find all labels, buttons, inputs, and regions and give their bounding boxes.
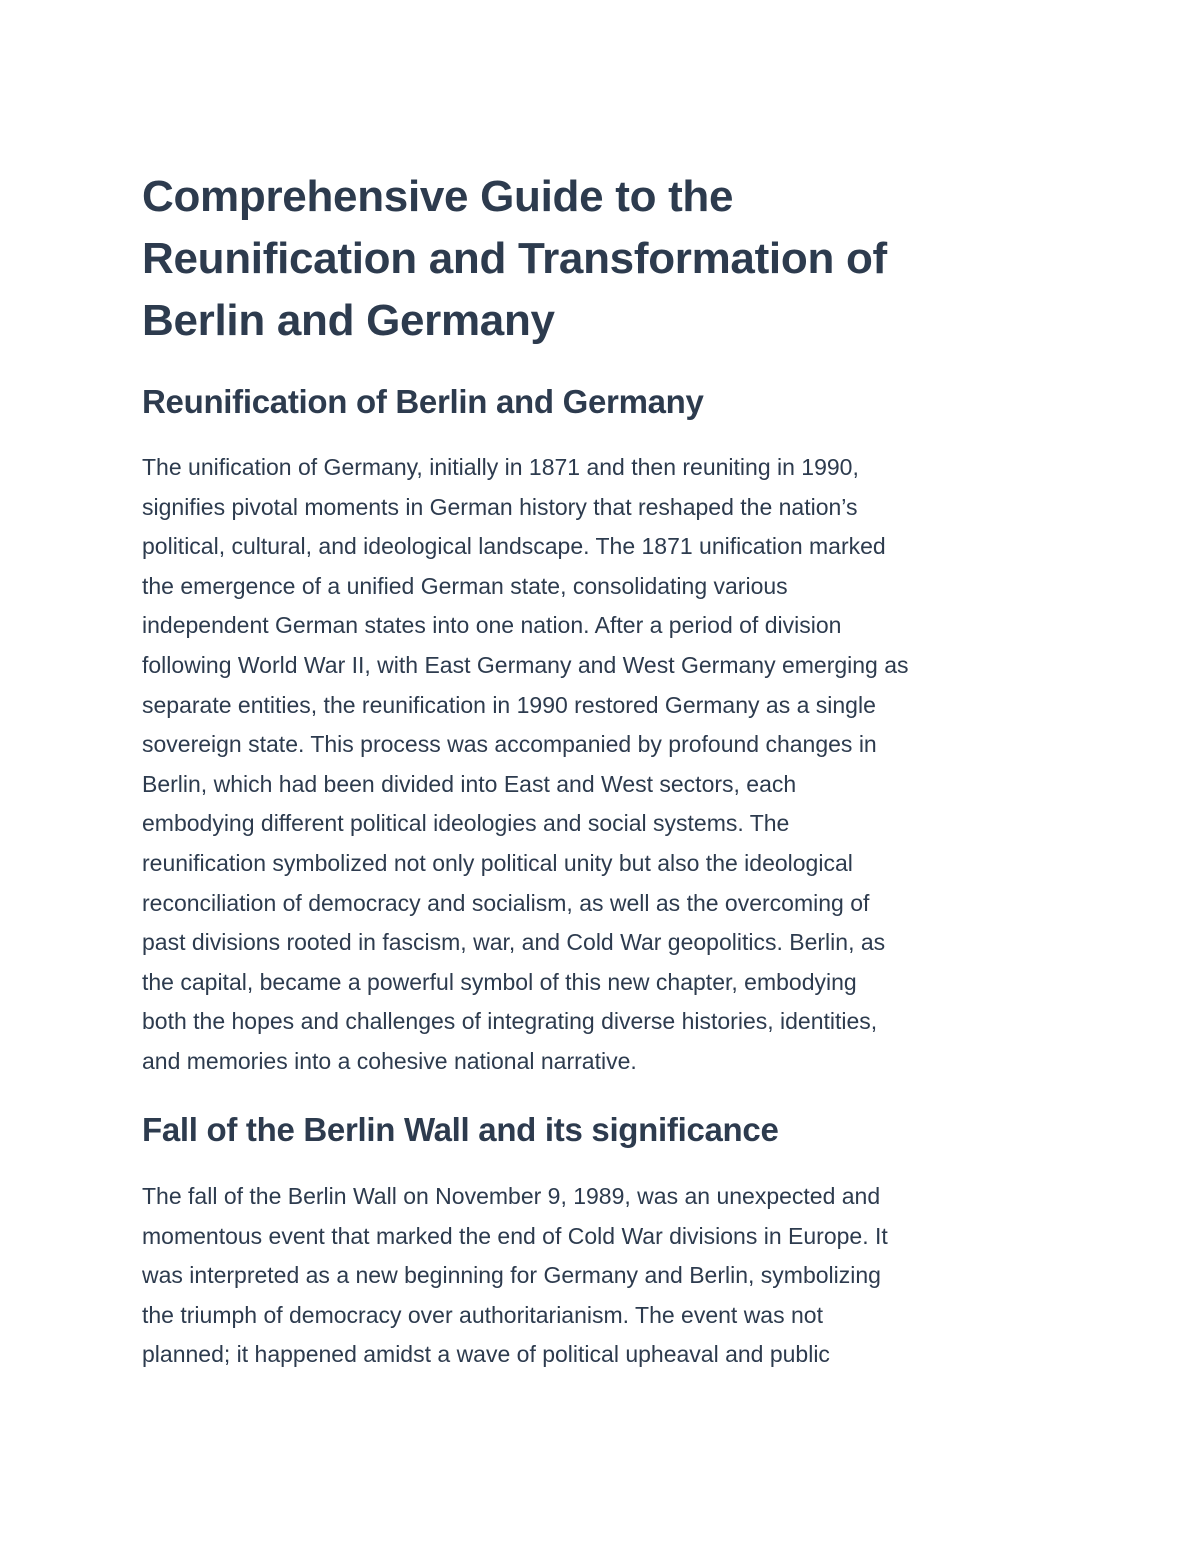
paragraph-line: political, cultural, and ideological landscape. The 1871 unification marked	[142, 533, 886, 560]
paragraph-line: planned; it happened amidst a wave of political upheaval and public	[142, 1341, 830, 1368]
paragraph-line: the triumph of democracy over authoritarianism. The event was not	[142, 1301, 823, 1328]
paragraph-fall-of-wall	[142, 1177, 888, 1375]
section-heading-reunification: Reunification of Berlin and Germany	[142, 383, 704, 420]
paragraph-line: momentous event that marked the end of Cold War divisions in Europe. It	[142, 1222, 888, 1249]
paragraph-line: Berlin, which had been divided into East and West sectors, each	[142, 770, 797, 797]
title-line: Berlin and Germany	[142, 296, 555, 345]
paragraph-reunification	[142, 448, 909, 1082]
paragraph-line: The unification of Germany, initially in 1871 and then reuniting in 1990,	[142, 454, 859, 480]
paragraph-line: reconciliation of democracy and socialism, as well as the overcoming of	[142, 889, 870, 916]
title-line: Comprehensive Guide to the	[142, 172, 734, 221]
paragraph-line: The fall of the Berlin Wall on November 9, 1989, was an unexpected and	[142, 1183, 881, 1209]
paragraph-line: past divisions rooted in fascism, war, and Cold War geopolitics. Berlin, as	[142, 929, 886, 956]
paragraph-line: the capital, became a powerful symbol of this new chapter, embodying	[142, 968, 857, 995]
paragraph-line: signifies pivotal moments in German history that reshaped the nation’s	[142, 493, 858, 520]
paragraph-line: and memories into a cohesive national narrative.	[142, 1047, 637, 1074]
paragraph-line: embodying different political ideologies and social systems. The	[142, 810, 790, 837]
paragraph-line: the emergence of a unified German state, consolidating various	[142, 572, 788, 599]
document-title	[142, 166, 887, 352]
paragraph-line: following World War II, with East Germany and West Germany emerging as	[142, 651, 909, 678]
paragraph-line: reunification symbolized not only political unity but also the ideological	[142, 849, 853, 876]
paragraph-line: was interpreted as a new beginning for Germany and Berlin, symbolizing	[142, 1262, 881, 1289]
paragraph-line: both the hopes and challenges of integrating diverse histories, identities,	[142, 1008, 878, 1035]
section-heading-fall-of-wall: Fall of the Berlin Wall and its significance	[142, 1111, 779, 1148]
paragraph-line: separate entities, the reunification in 1990 restored Germany as a single	[142, 691, 876, 718]
paragraph-line: sovereign state. This process was accompanied by profound changes in	[142, 731, 877, 758]
paragraph-line: independent German states into one nation. After a period of division	[142, 612, 842, 639]
title-line: Reunification and Transformation of	[142, 234, 887, 283]
